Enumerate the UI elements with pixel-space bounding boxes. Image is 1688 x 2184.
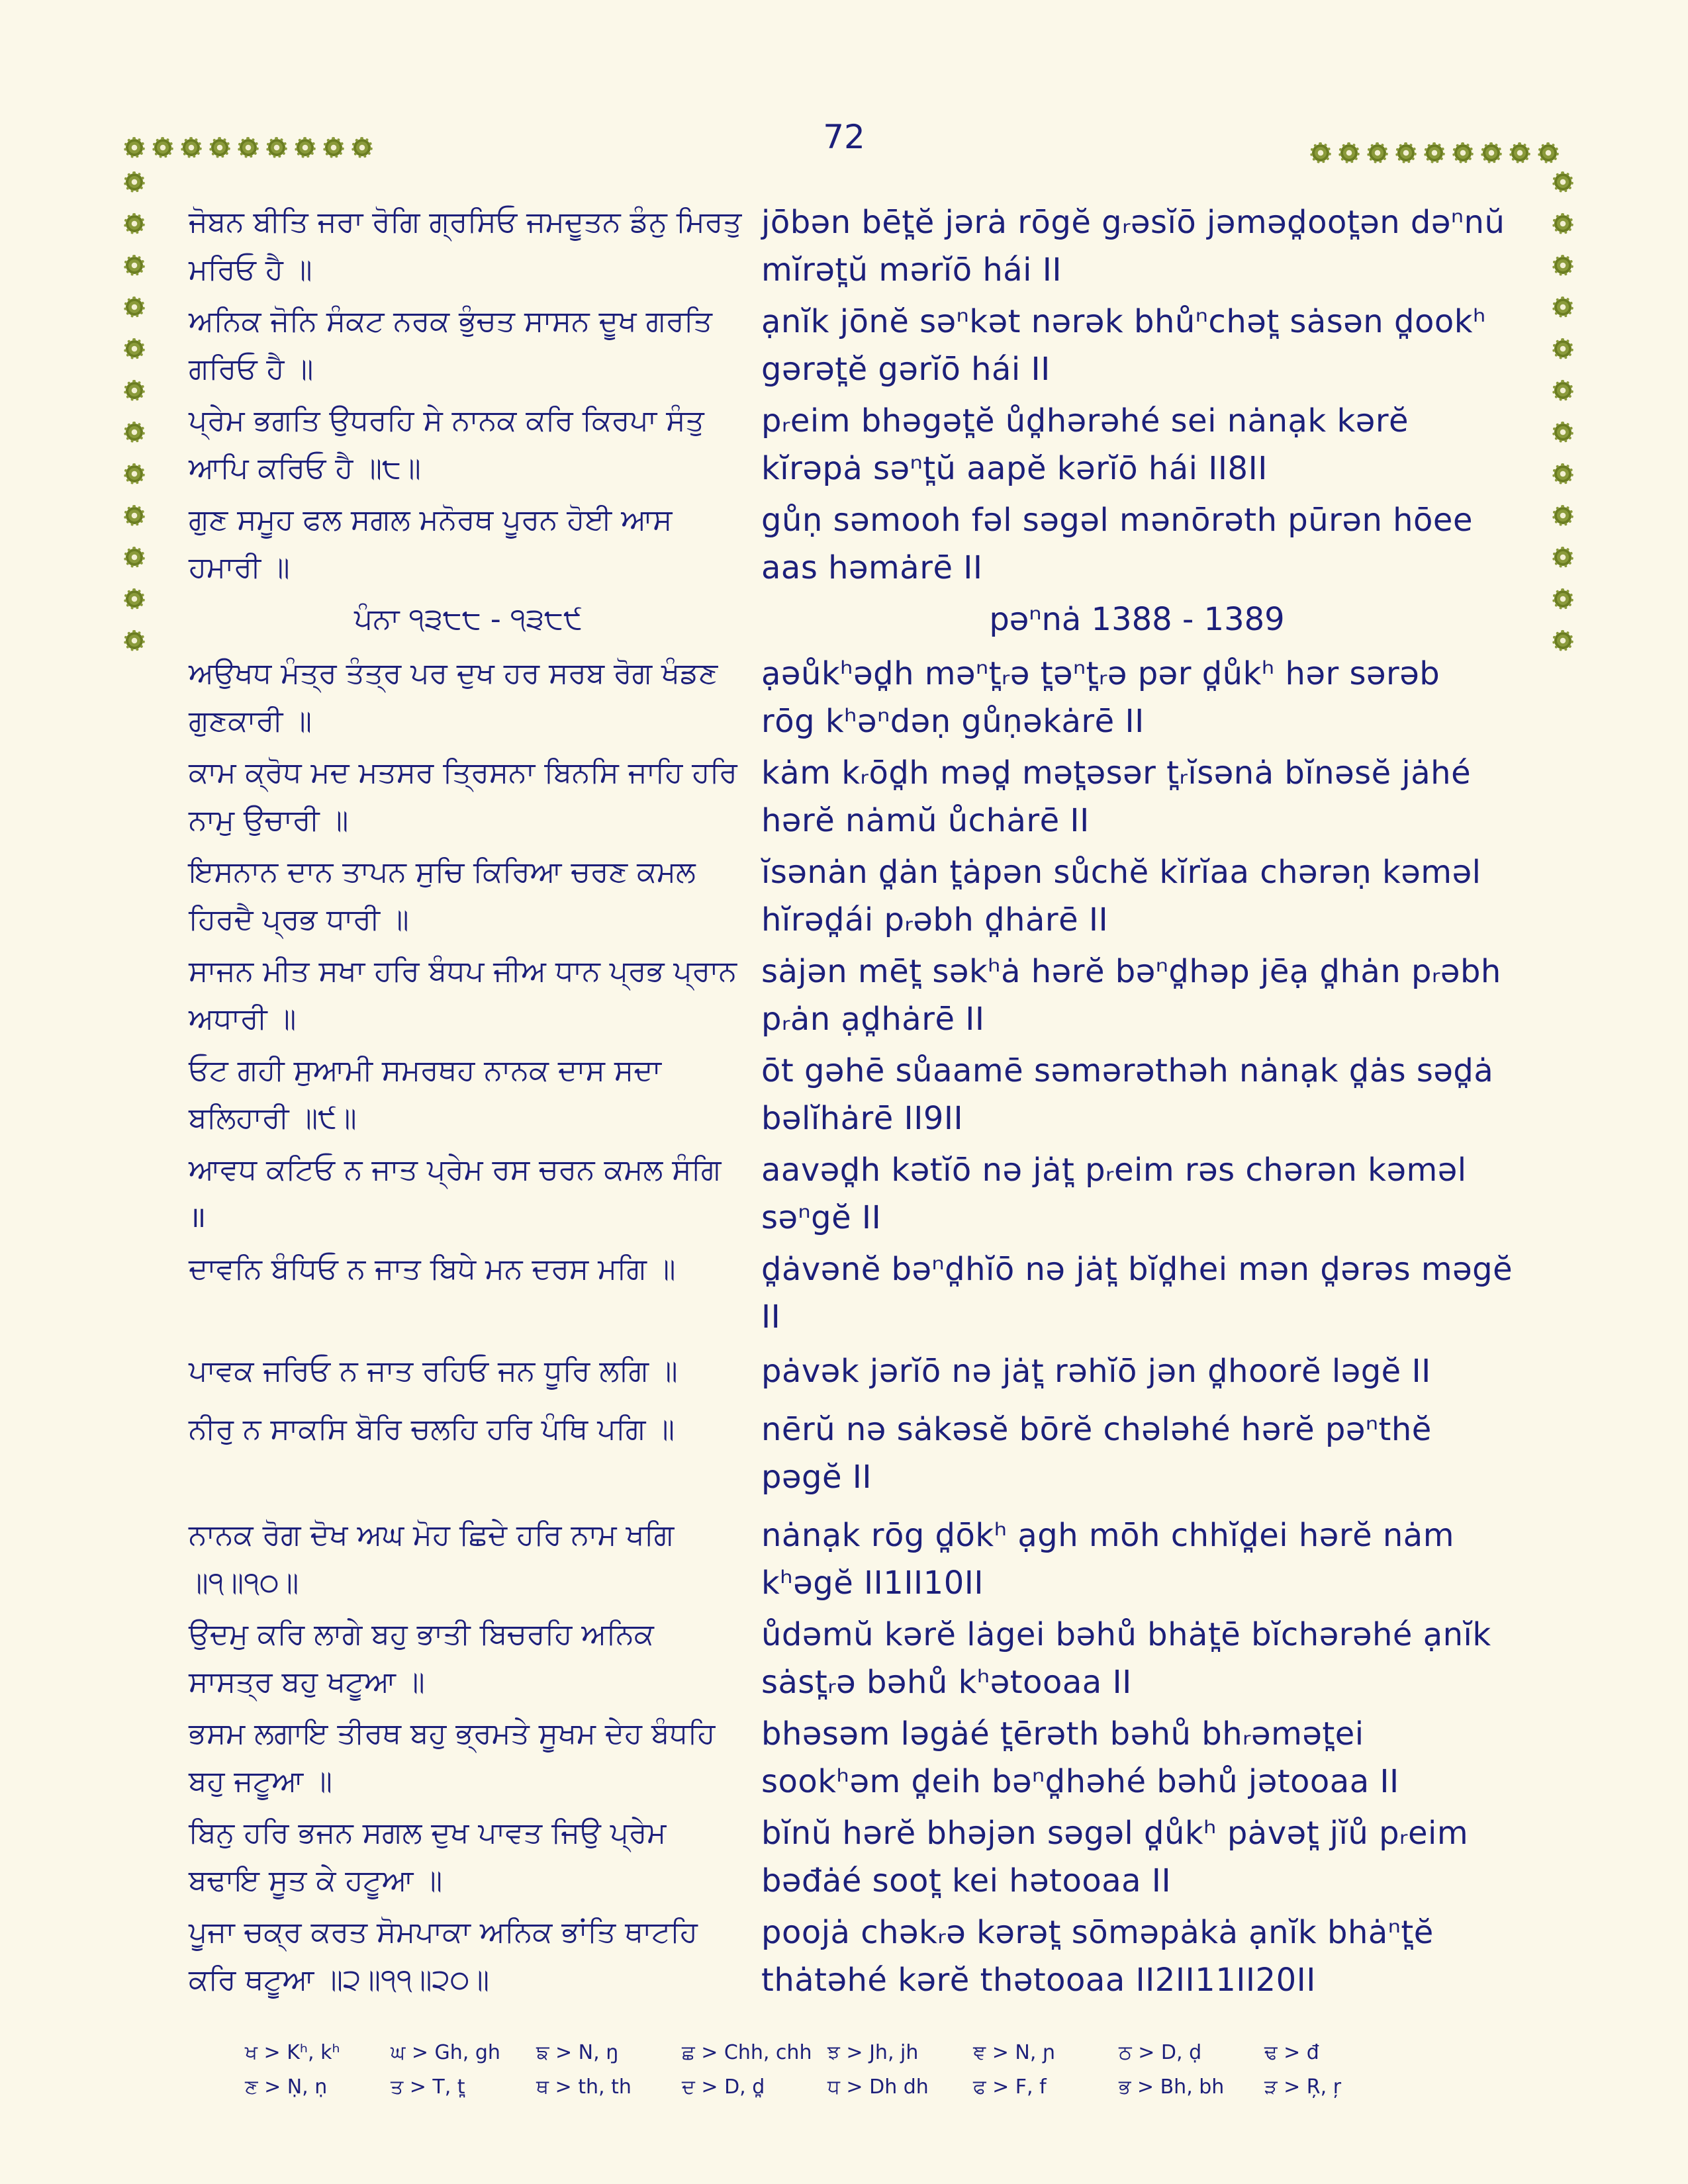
gurmukhi-line: ਪ੍ਰੇਮ ਭਗਤਿ ਉਧਰਹਿ ਸੇ ਨਾਨਕ ਕਰਿ ਕਿਰਪਾ ਸੰਤੁ bbox=[189, 404, 704, 437]
verse-row bbox=[189, 948, 1513, 1043]
flower-ornament bbox=[126, 215, 143, 232]
section-heading-gurmukhi: ਪੰਨਾ ੧੩੮੮ - ੧੩੮੯ bbox=[354, 602, 583, 636]
transliteration-line: kĭrəpȧ səⁿt̪ŭ aapĕ kərĭō hái II8II bbox=[761, 450, 1268, 487]
flower-ornament bbox=[1454, 144, 1472, 161]
gurmukhi-line: ਕਾਮ ਕ੍ਰੋਧ ਮਦ ਮਤਸਰ ਤ੍ਰਿਸਨਾ ਬਿਨਸਿ ਜਾਹਿ ਹਰਿ bbox=[189, 756, 737, 790]
transliteration-line: bhəsəm ləgȧé t̪ērəth bəhů bhᵣəmət̪ei bbox=[761, 1715, 1364, 1752]
verse-list bbox=[189, 650, 1513, 2004]
transliteration-line: hĭrəd̪ái pᵣəbh d̪hȧrē II bbox=[761, 901, 1109, 938]
transliteration-line: nȧnạk rōg d̪ōkʰ ạgh mōh chhĭd̪ei hərĕ nȧm bbox=[761, 1517, 1454, 1554]
transliteration-line: rōg kʰəⁿdəṇ gůṇəkȧrē II bbox=[761, 703, 1145, 740]
verse-row bbox=[189, 199, 1513, 294]
page-number: 72 bbox=[823, 118, 865, 156]
section-heading bbox=[189, 596, 1513, 643]
gurmukhi-line: ਭਸਮ ਲਗਾਇ ਤੀਰਥ ਬਹੁ ਭ੍ਰਮਤੇ ਸੂਖਮ ਦੇਹ ਬੰਧਹਿ bbox=[189, 1717, 716, 1751]
flower-ornament bbox=[1540, 144, 1557, 161]
flower-ornament bbox=[126, 590, 143, 608]
transliteration-line: ĭsənȧn d̪ȧn t̪ȧpən sůchĕ kĭrĭaa chərəṇ kəməl bbox=[761, 854, 1481, 891]
transliteration-line: bĭnŭ hərĕ bhəjən səgəl d̪ůkʰ pȧvət̪ jĭů pᵣeim bbox=[761, 1815, 1469, 1852]
flower-ornament bbox=[126, 173, 143, 191]
gurmukhi-line: ਉਦਮੁ ਕਰਿ ਲਾਗੇ ਬਹੁ ਭਾਤੀ ਬਿਚਰਹਿ ਅਨਿਕ bbox=[189, 1617, 654, 1651]
flower-ornament bbox=[1511, 144, 1528, 161]
verse-transliteration bbox=[761, 496, 1513, 592]
gurmukhi-line: ਅਉਖਧ ਮੰਤ੍ਰ ਤੰਤ੍ਰ ਪਰ ਦੁਖ ਹਰ ਸਰਬ ਰੋਗ ਖੰਡਣ bbox=[189, 657, 718, 690]
verse-gurmukhi bbox=[189, 948, 748, 1043]
verse-row bbox=[189, 1347, 1513, 1395]
transliteration-line: pᵣȧn ạd̪hȧrē II bbox=[761, 1001, 985, 1038]
flower-ornament bbox=[126, 465, 143, 482]
gurmukhi-line: ਬਹੁ ਜਟੂਆ ॥ bbox=[189, 1764, 332, 1798]
transliteration-line: səⁿgĕ II bbox=[761, 1199, 882, 1236]
legend-item: ਞ > N, ɲ bbox=[973, 2040, 1056, 2064]
gurmukhi-line: ਓਟ ਗਹੀ ਸੁਆਮੀ ਸਮਰਥਹ ਨਾਨਕ ਦਾਸ ਸਦਾ bbox=[189, 1054, 661, 1087]
verse-gurmukhi bbox=[189, 1246, 748, 1341]
flower-ornament bbox=[126, 340, 143, 357]
flower-ornament bbox=[325, 139, 342, 156]
transliteration-line: ůdəmŭ kərĕ lȧgei bəhů bhȧt̪ē bĭchərəhé ạnĭk bbox=[761, 1616, 1491, 1653]
flower-ornament bbox=[1554, 382, 1571, 399]
verse-list bbox=[189, 199, 1513, 592]
flower-ornament bbox=[353, 139, 371, 156]
transliteration-line: nērŭ nə sȧkəsĕ bōrĕ chələhé hərĕ pəⁿthĕ bbox=[761, 1411, 1432, 1448]
verse-gurmukhi bbox=[189, 1047, 748, 1142]
verse-row bbox=[189, 1047, 1513, 1142]
gurmukhi-line: ਸਾਸਤ੍ਰ ਬਹੁ ਖਟੂਆ ॥ bbox=[189, 1665, 425, 1699]
legend-row bbox=[245, 2070, 1436, 2104]
legend-item: ਛ > Chh, chh bbox=[682, 2040, 812, 2064]
transliteration-line: kʰəgĕ II1II10II bbox=[761, 1565, 984, 1602]
transliteration-line: hərĕ nȧmŭ ůchȧrē II bbox=[761, 802, 1090, 839]
legend-item: ਣ > Ṇ, ṇ bbox=[245, 2075, 328, 2099]
transliteration-line: bəlĭhȧrē II9II bbox=[761, 1100, 964, 1137]
transliteration-line: II bbox=[761, 1298, 781, 1336]
flower-ornament bbox=[126, 549, 143, 566]
gurmukhi-line: ਬਢਾਇ ਸੂਤ ਕੇ ਹਟੂਆ ॥ bbox=[189, 1864, 443, 1897]
legend-item: ਠ > D, ḍ bbox=[1119, 2040, 1202, 2064]
flower-ornament bbox=[1369, 144, 1386, 161]
gurmukhi-line: ਅਧਾਰੀ ॥ bbox=[189, 1002, 297, 1036]
verse-row bbox=[189, 1809, 1513, 1905]
flower-ornament bbox=[1554, 424, 1571, 441]
legend-item: ਧ > Dh dh bbox=[827, 2075, 929, 2099]
gurmukhi-line: ਦਾਵਨਿ ਬੰਧਿਓ ਨ ਜਾਤ ਬਿਧੇ ਮਨ ਦਰਸ ਮਗਿ ॥ bbox=[189, 1252, 676, 1286]
flower-ornament bbox=[211, 139, 228, 156]
verse-transliteration bbox=[761, 1246, 1513, 1341]
flower-ornament bbox=[1554, 549, 1571, 566]
gurmukhi-line: ਅਨਿਕ ਜੋਨਿ ਸੰਕਟ ਨਰਕ ਭੁੰਚਤ ਸਾਸਨ ਦੂਖ ਗਰਤਿ bbox=[189, 304, 712, 338]
flower-ornament bbox=[1340, 144, 1358, 161]
verse-transliteration bbox=[761, 1146, 1513, 1242]
verse-transliteration bbox=[761, 199, 1513, 294]
verse-transliteration bbox=[761, 298, 1513, 393]
transliteration-line: sookʰəm d̪eih bəⁿd̪həhé bəhů jətooaa II bbox=[761, 1763, 1399, 1800]
verse-transliteration bbox=[761, 1909, 1513, 2004]
flower-ornament bbox=[126, 382, 143, 399]
verse-gurmukhi bbox=[189, 1146, 748, 1242]
gurmukhi-line: ਹਿਰਦੈ ਪ੍ਰਭ ਧਾਰੀ ॥ bbox=[189, 903, 409, 936]
verse-transliteration bbox=[761, 948, 1513, 1043]
gurmukhi-line: ਬਲਿਹਾਰੀ ॥੯॥ bbox=[189, 1101, 357, 1135]
legend-item: ਥ > th, th bbox=[536, 2075, 632, 2099]
flower-ornament bbox=[268, 139, 285, 156]
flower-ornament bbox=[183, 139, 200, 156]
verse-row bbox=[189, 1146, 1513, 1242]
verse-gurmukhi bbox=[189, 496, 748, 592]
transliteration-line: thȧtəhé kərĕ thətooaa II2II11II20II bbox=[761, 1962, 1316, 1999]
gurmukhi-line: ਪਾਵਕ ਜਰਿਓ ਨ ਜਾਤ ਰਹਿਓ ਜਨ ਧੂਰਿ ਲਗਿ ॥ bbox=[189, 1354, 678, 1388]
verse-row bbox=[189, 1909, 1513, 2004]
transliteration-line: jōbən bēt̪ĕ jərȧ rōgĕ gᵣəsĭō jəməd̪oot̪ən dəⁿnŭ bbox=[761, 204, 1505, 241]
transliteration-legend bbox=[245, 2035, 1436, 2104]
verse-transliteration bbox=[761, 1710, 1513, 1805]
verse-transliteration bbox=[761, 397, 1513, 492]
transliteration-line: kȧm kᵣōd̪h məd̪ mət̪əsər t̪ᵣĭsənȧ bĭnəsĕ jȧhé bbox=[761, 754, 1472, 792]
flower-ornament bbox=[1554, 340, 1571, 357]
gurmukhi-line: ਬਿਨੁ ਹਰਿ ਭਜਨ ਸਗਲ ਦੁਖ ਪਾਵਤ ਜਿਉ ਪ੍ਰੇਮ bbox=[189, 1816, 667, 1850]
flower-ornament bbox=[1554, 215, 1571, 232]
legend-item: ਭ > Bh, bh bbox=[1119, 2075, 1225, 2099]
gurmukhi-line: ਗਰਿਓ ਹੈ ॥ bbox=[189, 352, 314, 386]
legend-item: ਤ > T, t̪ bbox=[391, 2075, 465, 2099]
flower-ornament bbox=[1483, 144, 1500, 161]
gurmukhi-line: ਆਵਧ ਕਟਿਓ ਨ ਜਾਤ ਪ੍ਰੇਮ ਰਸ ਚਰਨ ਕਮਲ ਸੰਗਿ bbox=[189, 1153, 722, 1187]
verse-row bbox=[189, 1710, 1513, 1805]
verse-transliteration bbox=[761, 848, 1513, 944]
flower-ornament bbox=[1312, 144, 1329, 161]
gurmukhi-line: ਜੋਬਨ ਬੀਤਿ ਜਰਾ ਰੋਗਿ ਗ੍ਰਸਿਓ ਜਮਦੂਤਨ ਡੰਨੁ ਮਿਰਤੁ bbox=[189, 205, 742, 239]
verse-row bbox=[189, 496, 1513, 592]
gurmukhi-line: ਨਾਮੁ ਉਚਾਰੀ ॥ bbox=[189, 803, 349, 837]
transliteration-line: sȧst̪ᵣə bəhů kʰətooaa II bbox=[761, 1664, 1132, 1701]
transliteration-line: sȧjən mēt̪ səkʰȧ hərĕ bəⁿd̪həp jēạ d̪hȧn pᵣəbh bbox=[761, 953, 1501, 990]
verse-gurmukhi bbox=[189, 298, 748, 393]
legend-item: ਖ > Kʰ, kʰ bbox=[245, 2040, 340, 2064]
verse-row bbox=[189, 650, 1513, 745]
transliteration-line: bəđȧé soot̪ kei hətooaa II bbox=[761, 1862, 1172, 1899]
legend-item: ੜ > Ŗ, ŗ bbox=[1264, 2075, 1342, 2099]
verse-transliteration bbox=[761, 1347, 1513, 1395]
flower-ornament bbox=[1554, 173, 1571, 191]
verse-content bbox=[189, 199, 1513, 2008]
transliteration-line: ōt gəhē sůaamē səmərəthəh nȧnạk d̪ȧs səd̪ȧ bbox=[761, 1052, 1494, 1089]
gurmukhi-line: ਹਮਾਰੀ ॥ bbox=[189, 551, 290, 584]
verse-gurmukhi bbox=[189, 397, 748, 492]
flower-ornament bbox=[1554, 590, 1571, 608]
gurmukhi-line: ਨਾਨਕ ਰੋਗ ਦੋਖ ਅਘ ਮੋਹ ਛਿਦੇ ਹਰਿ ਨਾਮ ਖਗਿ bbox=[189, 1518, 675, 1552]
verse-transliteration bbox=[761, 650, 1513, 745]
gurmukhi-line: ਆਪਿ ਕਰਿਓ ਹੈ ॥੮॥ bbox=[189, 451, 421, 485]
verse-row bbox=[189, 1512, 1513, 1607]
legend-item: ਝ > Jh, jh bbox=[827, 2040, 919, 2064]
transliteration-line: pəgĕ II bbox=[761, 1459, 872, 1496]
flower-ornament bbox=[240, 139, 257, 156]
verse-transliteration bbox=[761, 1611, 1513, 1706]
gurmukhi-line: ਗੁਣਕਾਰੀ ॥ bbox=[189, 704, 312, 738]
verse-gurmukhi bbox=[189, 199, 748, 294]
verse-row bbox=[189, 1246, 1513, 1341]
transliteration-line: gərət̪ĕ gərĭō hái II bbox=[761, 351, 1051, 388]
transliteration-line: pȧvək jərĭō nə jȧt̪ rəhĭō jən d̪hoorĕ ləgĕ II bbox=[761, 1353, 1431, 1390]
verse-gurmukhi bbox=[189, 1710, 748, 1805]
flower-ornament bbox=[1554, 465, 1571, 482]
flower-ornament bbox=[126, 632, 143, 649]
flower-ornament bbox=[297, 139, 314, 156]
legend-item: ਫ > F, f bbox=[973, 2075, 1047, 2099]
section-heading-translit: pəⁿnȧ 1388 - 1389 bbox=[989, 601, 1285, 638]
gurmukhi-line: ਗੁਣ ਸਮੂਹ ਫਲ ਸਗਲ ਮਨੋਰਥ ਪੂਰਨ ਹੋਈ ਆਸ bbox=[189, 503, 673, 537]
flower-ornament bbox=[1426, 144, 1443, 161]
flower-ornament bbox=[1554, 257, 1571, 274]
verse-transliteration bbox=[761, 1809, 1513, 1905]
verse-row bbox=[189, 397, 1513, 492]
flower-ornament bbox=[126, 257, 143, 274]
gurmukhi-line: ॥ bbox=[189, 1201, 207, 1234]
verse-gurmukhi bbox=[189, 1809, 748, 1905]
transliteration-line: aavəd̪h kətĭō nə jȧt̪ pᵣeim rəs chərən kəməl bbox=[761, 1152, 1467, 1189]
flower-ornament bbox=[1554, 507, 1571, 524]
flower-ornament bbox=[1397, 144, 1415, 161]
verse-row bbox=[189, 749, 1513, 844]
legend-item: ਢ > đ bbox=[1264, 2040, 1319, 2064]
transliteration-line: pᵣeim bhəgət̪ĕ ůd̪hərəhé sei nȧnạk kərĕ bbox=[761, 402, 1409, 439]
verse-transliteration bbox=[761, 749, 1513, 844]
gurmukhi-line: ਪੂਜਾ ਚਕ੍ਰ ਕਰਤ ਸੋਮਪਾਕਾ ਅਨਿਕ ਭਾਂਤਿ ਥਾਟਹਿ bbox=[189, 1915, 698, 1949]
flower-ornament bbox=[126, 139, 143, 156]
verse-gurmukhi bbox=[189, 1611, 748, 1706]
flower-ornament bbox=[126, 507, 143, 524]
legend-item: ਙ > N, ŋ bbox=[536, 2040, 619, 2064]
verse-gurmukhi bbox=[189, 848, 748, 944]
verse-row bbox=[189, 848, 1513, 944]
verse-gurmukhi bbox=[189, 1909, 748, 2004]
verse-transliteration bbox=[761, 1406, 1513, 1501]
verse-row bbox=[189, 1406, 1513, 1501]
legend-item: ਦ > D, d̪ bbox=[682, 2075, 765, 2099]
flower-ornament bbox=[1554, 298, 1571, 316]
verse-gurmukhi bbox=[189, 650, 748, 745]
gurmukhi-line: ॥੧॥੧੦॥ bbox=[189, 1566, 299, 1600]
flower-ornament bbox=[1554, 632, 1571, 649]
flower-ornament bbox=[126, 424, 143, 441]
gurmukhi-line: ਨੀਰੁ ਨ ਸਾਕਸਿ ਬੋਰਿ ਚਲਹਿ ਹਰਿ ਪੰਥਿ ਪਗਿ ॥ bbox=[189, 1412, 675, 1446]
transliteration-line: ạəůkʰəd̪h məⁿt̪ᵣə t̪əⁿt̪ᵣə pər d̪ůkʰ hər sərəb bbox=[761, 655, 1440, 692]
gurmukhi-line: ਮਰਿਓ ਹੈ ॥ bbox=[189, 253, 312, 287]
verse-row bbox=[189, 1611, 1513, 1706]
transliteration-line: ạnĭk jōnĕ səⁿkət nərək bhůⁿchət̪ sȧsən d̪ookʰ bbox=[761, 303, 1486, 340]
verse-gurmukhi bbox=[189, 1347, 748, 1395]
transliteration-line: mĭrət̪ŭ mərĭō hái II bbox=[761, 251, 1062, 289]
transliteration-line: d̪ȧvənĕ bəⁿd̪hĭō nə jȧt̪ bĭd̪hei mən d̪ərəs məgĕ bbox=[761, 1251, 1513, 1288]
transliteration-line: poojȧ chəkᵣə kərət̪ sōməpȧkȧ ạnĭk bhȧⁿt̪ĕ bbox=[761, 1914, 1434, 1951]
legend-row bbox=[245, 2035, 1436, 2070]
legend-item: ਘ > Gh, gh bbox=[391, 2040, 500, 2064]
flower-ornament bbox=[154, 139, 171, 156]
verse-transliteration bbox=[761, 1512, 1513, 1607]
verse-row bbox=[189, 298, 1513, 393]
verse-gurmukhi bbox=[189, 1406, 748, 1501]
verse-gurmukhi bbox=[189, 749, 748, 844]
transliteration-line: gůṇ səmooh fəl səgəl mənōrəth pūrən hōee bbox=[761, 502, 1473, 539]
verse-gurmukhi bbox=[189, 1512, 748, 1607]
gurmukhi-line: ਸਾਜਨ ਮੀਤ ਸਖਾ ਹਰਿ ਬੰਧਪ ਜੀਅ ਧਾਨ ਪ੍ਰਭ ਪ੍ਰਾਨ bbox=[189, 954, 737, 988]
gurmukhi-line: ਇਸਨਾਨ ਦਾਨ ਤਾਪਨ ਸੁਚਿ ਕਿਰਿਆ ਚਰਣ ਕਮਲ bbox=[189, 855, 696, 889]
flower-ornament bbox=[126, 298, 143, 316]
gurmukhi-line: ਕਰਿ ਥਟੂਆ ॥੨॥੧੧॥੨੦॥ bbox=[189, 1963, 490, 1997]
verse-transliteration bbox=[761, 1047, 1513, 1142]
transliteration-line: aas həmȧrē II bbox=[761, 549, 983, 586]
